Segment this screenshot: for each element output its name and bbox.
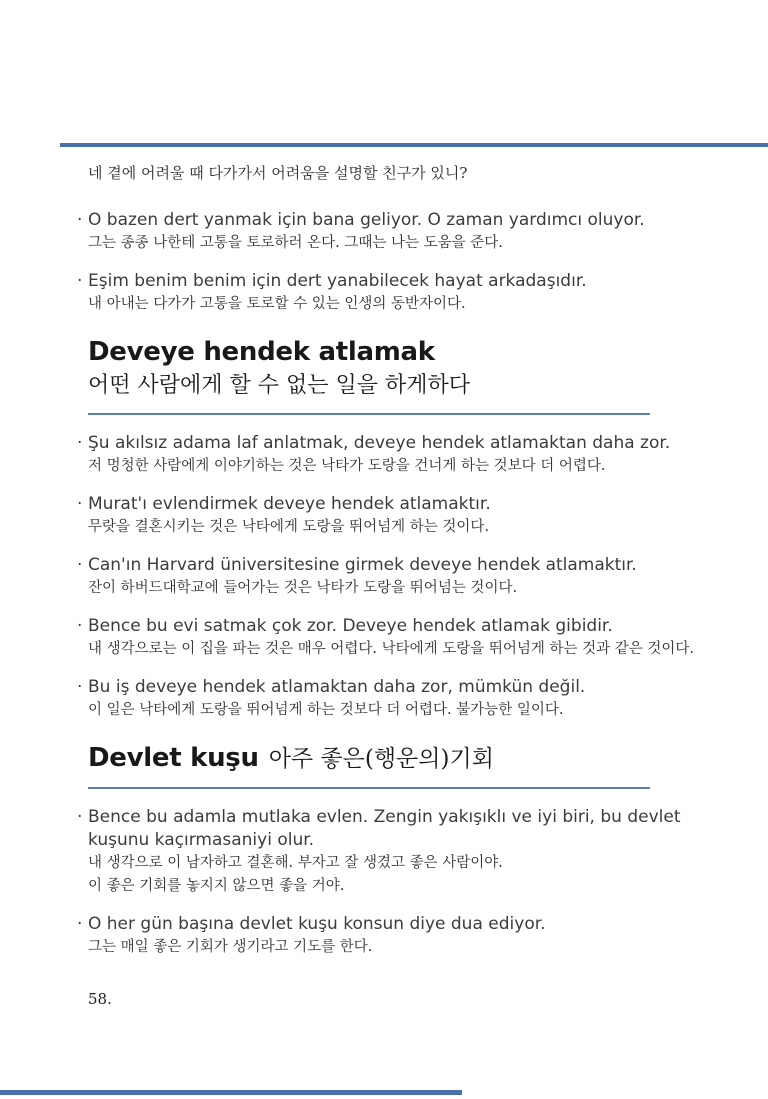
section-entries — [77, 432, 706, 722]
turkish-text: O her gün başına devlet kuşu konsun diye dua ediyor. — [88, 914, 546, 934]
turkish-text: kuşunu kaçırmasaniyi olur. — [88, 830, 315, 850]
section-title-turkish: Deveye hendek atlamak — [88, 337, 435, 367]
section-subtitle-korean: 어떤 사람에게 할 수 없는 일을 하게하다 — [88, 373, 470, 398]
turkish-sentence-line — [77, 806, 706, 829]
example-entry — [77, 270, 706, 316]
bullet-dot: · — [77, 210, 83, 230]
idiom-section — [77, 742, 706, 959]
turkish-sentence-line — [77, 913, 706, 936]
korean-translation-line: 이 좋은 기회를 놓지지 않으면 좋을 거야. — [88, 878, 345, 894]
turkish-text: Murat'ı evlendirmek deveye hendek atlamaktır. — [88, 494, 491, 514]
example-entry — [77, 209, 706, 255]
korean-translation-line: 무랏을 결혼시키는 것은 낙타에게 도랑을 뛰어넘게 하는 것이다. — [88, 519, 490, 535]
turkish-sentence-line — [77, 270, 706, 293]
section-entries — [77, 806, 706, 959]
section-title-turkish: Devlet kuşu — [88, 743, 259, 773]
korean-translation-line: 그는 매일 좋은 기회가 생기라고 기도를 한다. — [88, 939, 373, 955]
turkish-sentence-line — [77, 615, 706, 638]
bullet-dot: · — [77, 433, 83, 453]
korean-translation-line: 잔이 하버드대학교에 들어가는 것은 낙타가 도랑을 뛰어넘는 것이다. — [88, 580, 518, 596]
turkish-sentence-line — [77, 209, 706, 232]
example-entry — [77, 913, 706, 959]
intro-entries — [77, 209, 706, 316]
turkish-sentence-line — [88, 829, 706, 852]
section-title — [88, 336, 706, 368]
turkish-text: Bence bu adamla mutlaka evlen. Zengin yakışıklı ve iyi biri, bu devlet — [88, 807, 681, 827]
turkish-text: Can'ın Harvard üniversitesine girmek deveye hendek atlamaktır. — [88, 555, 637, 575]
turkish-text: Şu akılsız adama laf anlatmak, deveye hendek atlamaktan daha zor. — [88, 433, 671, 453]
idiom-section — [77, 336, 706, 722]
bullet-dot: · — [77, 555, 83, 575]
example-entry — [77, 493, 706, 539]
korean-translation-line: 저 멍청한 사람에게 이야기하는 것은 낙타가 도랑을 건너게 하는 것보다 더 어렵다. — [88, 458, 606, 474]
turkish-sentence-line — [77, 432, 706, 455]
top-border-rule — [60, 143, 768, 147]
example-entry — [77, 676, 706, 722]
example-entry — [77, 432, 706, 478]
intro-korean-question: 네 곁에 어려울 때 다가가서 어려움을 설명할 친구가 있니? — [88, 164, 468, 182]
turkish-text: Bence bu evi satmak çok zor. Deveye hendek atlamak gibidir. — [88, 616, 613, 636]
bullet-dot: · — [77, 914, 83, 934]
bullet-dot: · — [77, 807, 83, 827]
korean-translation-line: 이 일은 낙타에게 도랑을 뛰어넘게 하는 것보다 더 어렵다. 불가능한 일이다. — [88, 702, 564, 718]
bottom-border-rule — [0, 1090, 462, 1095]
section-divider-rule — [88, 787, 650, 789]
example-entry — [77, 615, 706, 661]
bullet-dot: · — [77, 616, 83, 636]
bullet-dot: · — [77, 494, 83, 514]
turkish-text: Bu iş deveye hendek atlamaktan daha zor, mümkün değil. — [88, 677, 586, 697]
section-divider-rule — [88, 413, 650, 415]
turkish-sentence-line — [77, 493, 706, 516]
section-title-korean: 아주 좋은(행운의)기회 — [268, 746, 494, 772]
korean-translation-line: 그는 종종 나한테 고통을 토로하러 온다. 그때는 나는 도움을 준다. — [88, 235, 503, 251]
section-title — [88, 742, 706, 775]
page-content — [77, 163, 706, 1009]
bullet-dot: · — [77, 677, 83, 697]
korean-translation-line: 내 아내는 다가가 고통을 토로할 수 있는 인생의 동반자이다. — [88, 296, 466, 312]
korean-translation-line: 내 생각으로 이 남자하고 결혼해. 부자고 잘 생겼고 좋은 사람이야. — [88, 855, 503, 871]
example-entry — [77, 806, 706, 898]
turkish-text: O bazen dert yanmak için bana geliyor. O zaman yardımcı oluyor. — [88, 210, 645, 230]
turkish-sentence-line — [77, 554, 706, 577]
bullet-dot: · — [77, 271, 83, 291]
korean-translation-line: 내 생각으로는 이 집을 파는 것은 매우 어렵다. 낙타에게 도랑을 뛰어넘게 하는 것과 같은 것이다. — [88, 641, 695, 657]
example-entry — [77, 554, 706, 600]
sections-container — [77, 336, 706, 959]
turkish-sentence-line — [77, 676, 706, 699]
turkish-text: Eşim benim benim için dert yanabilecek hayat arkadaşıdır. — [88, 271, 587, 291]
page-number: 58. — [88, 990, 112, 1008]
